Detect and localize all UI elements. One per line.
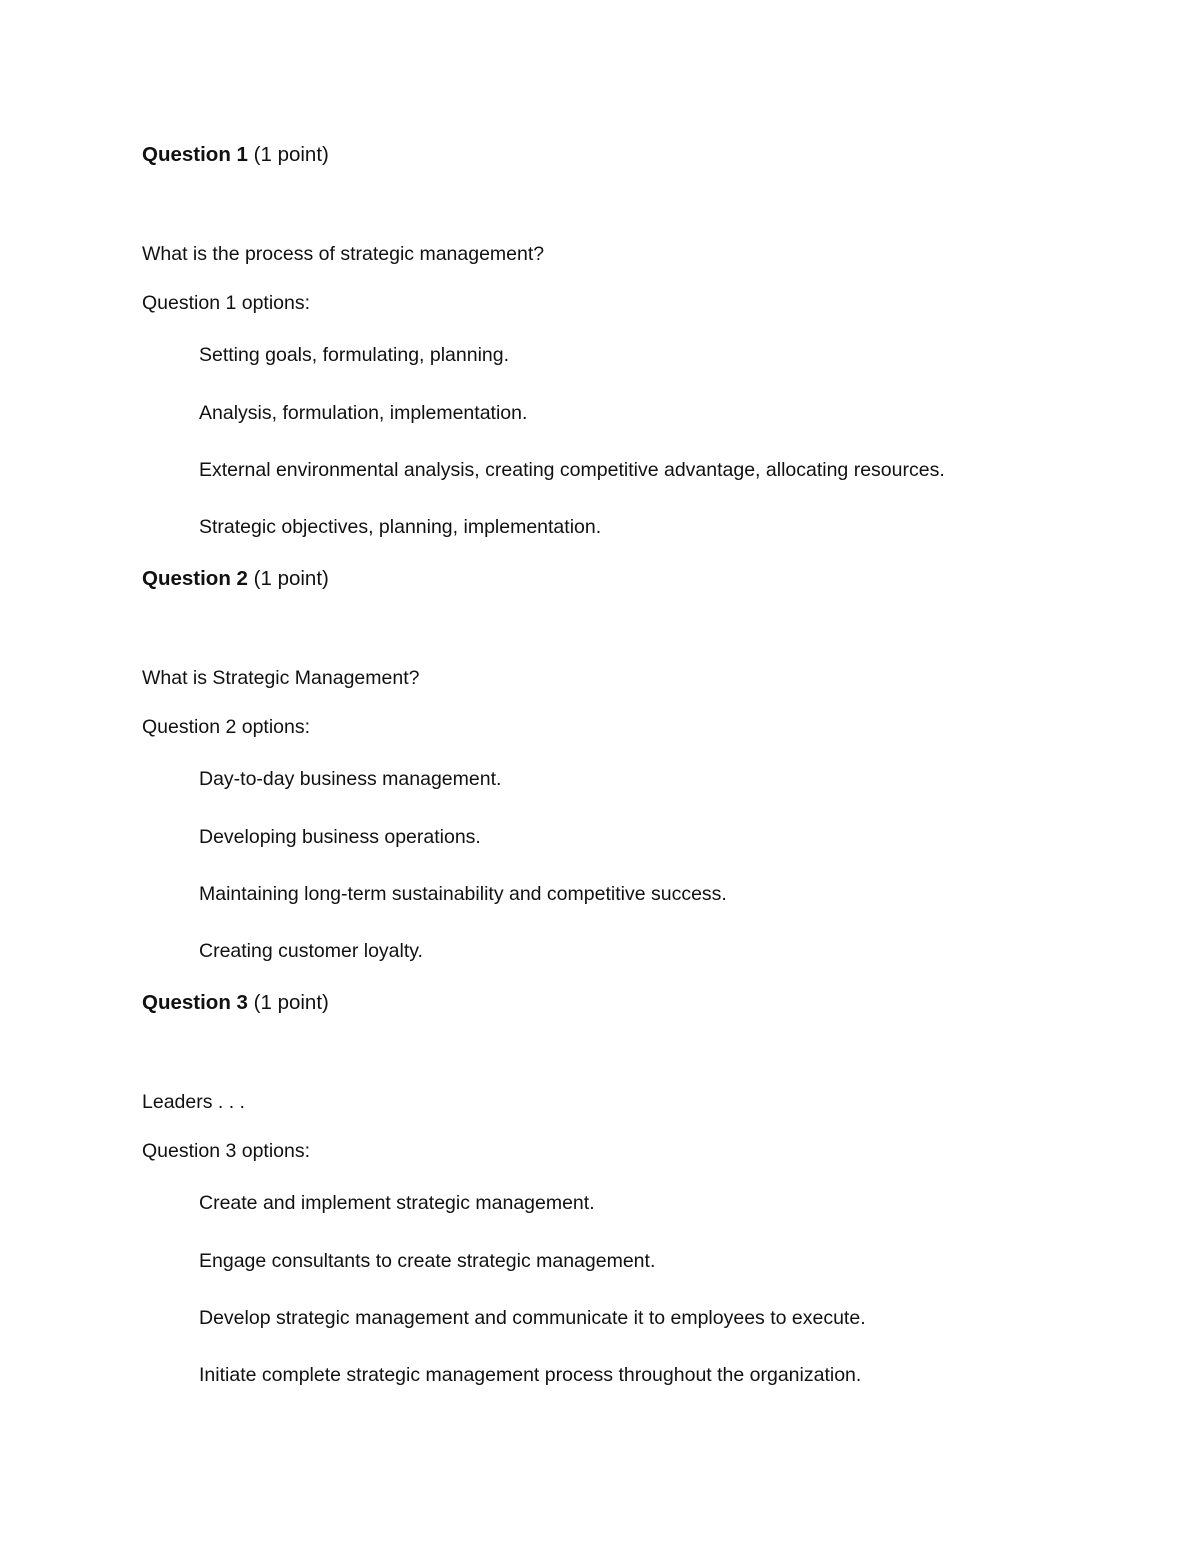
- question-1-options-label: Question 1 options:: [142, 292, 311, 314]
- question-3-option-2: Engage consultants to create strategic management.: [199, 1250, 656, 1272]
- question-2-title: Question 2: [142, 567, 248, 590]
- question-1-option-4: Strategic objectives, planning, implementation.: [199, 516, 602, 538]
- question-3-option-3: Develop strategic management and communicate it to employees to execute.: [199, 1307, 866, 1329]
- question-1-option-3: External environmental analysis, creating competitive advantage, allocating resources.: [199, 459, 945, 481]
- question-3-options-label: Question 3 options:: [142, 1140, 311, 1162]
- question-2-prompt: What is Strategic Management?: [142, 667, 420, 689]
- question-3-heading: [142, 991, 329, 1015]
- question-1-heading: [142, 143, 329, 167]
- question-1-points: (1 point): [253, 143, 329, 166]
- question-2-option-1: Day-to-day business management.: [199, 768, 502, 790]
- question-1-title: Question 1: [142, 143, 248, 166]
- question-2-heading: [142, 567, 329, 591]
- question-2-options-label: Question 2 options:: [142, 716, 311, 738]
- question-1-option-2: Analysis, formulation, implementation.: [199, 402, 528, 424]
- question-3-option-1: Create and implement strategic management.: [199, 1192, 595, 1214]
- question-3-title: Question 3: [142, 991, 248, 1014]
- question-2-option-2: Developing business operations.: [199, 826, 481, 848]
- question-1-prompt: What is the process of strategic management?: [142, 243, 545, 265]
- question-3-prompt: Leaders . . .: [142, 1091, 245, 1113]
- question-2-option-3: Maintaining long-term sustainability and competitive success.: [199, 883, 727, 905]
- question-3-option-4: Initiate complete strategic management process throughout the organization.: [199, 1364, 862, 1386]
- question-3-points: (1 point): [253, 991, 329, 1014]
- question-2-option-4: Creating customer loyalty.: [199, 940, 423, 962]
- question-1-option-1: Setting goals, formulating, planning.: [199, 344, 510, 366]
- question-2-points: (1 point): [253, 567, 329, 590]
